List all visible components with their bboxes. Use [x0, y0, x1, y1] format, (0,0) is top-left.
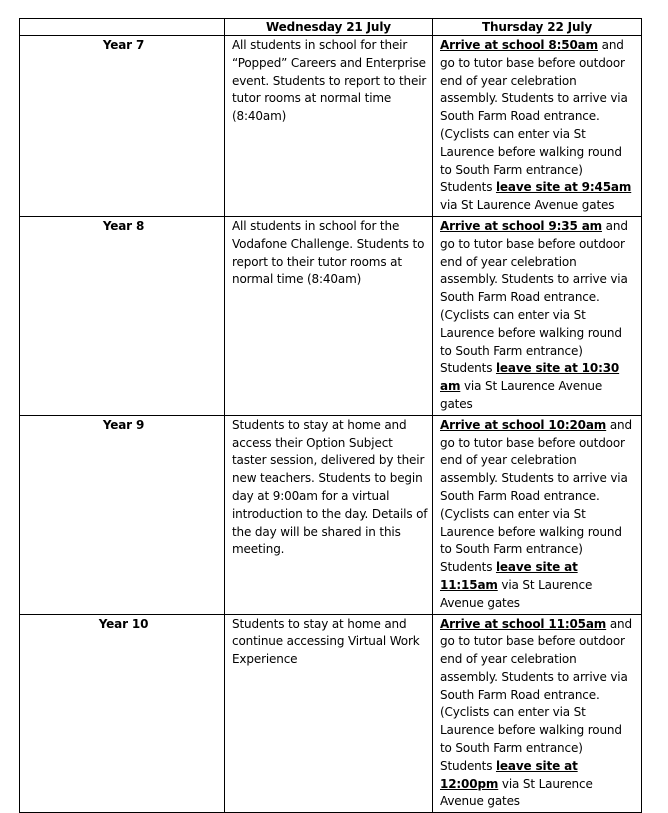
header-row [20, 19, 642, 36]
thursday-cell [433, 415, 642, 614]
thursday-details: and go to tutor base before outdoor end of year celebration assembly. Students to arrive via South Farm Road entrance. (Cyclists can enter via St Laurence before walking round to South Farm entrance) Students [440, 38, 628, 195]
thursday-details: and go to tutor base before outdoor end of year celebration assembly. Students to arrive via South Farm Road entrance. (Cyclists can enter via St Laurence before walking round to South Farm entrance) Students [440, 616, 632, 773]
table-row-year-10 [20, 614, 642, 813]
year-label: Year 8 [20, 216, 225, 415]
header-wednesday: Wednesday 21 July [225, 19, 433, 36]
table-row-year-8 [20, 216, 642, 415]
arrive-time: Arrive at school 8:50am [440, 38, 598, 52]
wednesday-cell: All students in school for their “Popped” Careers and Enterprise event. Students to report to their tutor rooms at normal time (8:40am) [225, 36, 433, 217]
document-page [19, 18, 642, 813]
thursday-gates: via St Laurence Avenue gates [440, 198, 615, 213]
leave-time: leave site at 10:30 am [440, 361, 620, 394]
wednesday-cell: Students to stay at home and access their Option Subject taster session, delivered by their new teachers. Students to begin day at 9:00am for a virtual introduction to the day. Details of the day will be shared in this meeting. [225, 415, 433, 614]
thursday-gates: via St Laurence Avenue gates [440, 379, 603, 411]
leave-time: leave site at 11:15am [440, 560, 578, 592]
wednesday-cell: All students in school for the Vodafone Challenge. Students to report to their tutor rooms at normal time (8:40am) [225, 216, 433, 415]
header-blank-cell [20, 19, 225, 36]
arrive-time: Arrive at school 9:35 am [440, 218, 602, 233]
wednesday-cell: Students to stay at home and continue accessing Virtual Work Experience [225, 614, 433, 813]
thursday-cell [433, 614, 642, 813]
thursday-cell [433, 36, 642, 217]
thursday-gates: via St Laurence Avenue gates [440, 776, 593, 809]
leave-time: leave site at 9:45am [495, 180, 632, 195]
thursday-gates: via St Laurence Avenue gates [440, 577, 593, 610]
year-group-schedule-table [19, 18, 642, 813]
arrive-time: Arrive at school 10:20am [440, 417, 607, 432]
table-row-year-9 [20, 415, 642, 614]
leave-time: leave site at 12:00pm [440, 758, 578, 791]
year-label: Year 9 [20, 415, 225, 614]
arrive-time: Arrive at school 11:05am [440, 616, 607, 631]
thursday-cell [433, 216, 642, 415]
year-label: Year 7 [20, 36, 225, 217]
header-thursday: Thursday 22 July [433, 19, 642, 36]
thursday-details: and go to tutor base before outdoor end of year celebration assembly. Students to arrive via South Farm Road entrance. (Cyclists can enter via St Laurence before walking round to South Farm entrance) Students [440, 417, 632, 575]
thursday-details: and go to tutor base before outdoor end of year celebration assembly. Students to arrive via South Farm Road entrance. (Cyclists can enter via St Laurence before walking round to South Farm entrance) Students [440, 218, 628, 376]
table-row-year-7 [20, 36, 642, 217]
year-label: Year 10 [20, 614, 225, 813]
